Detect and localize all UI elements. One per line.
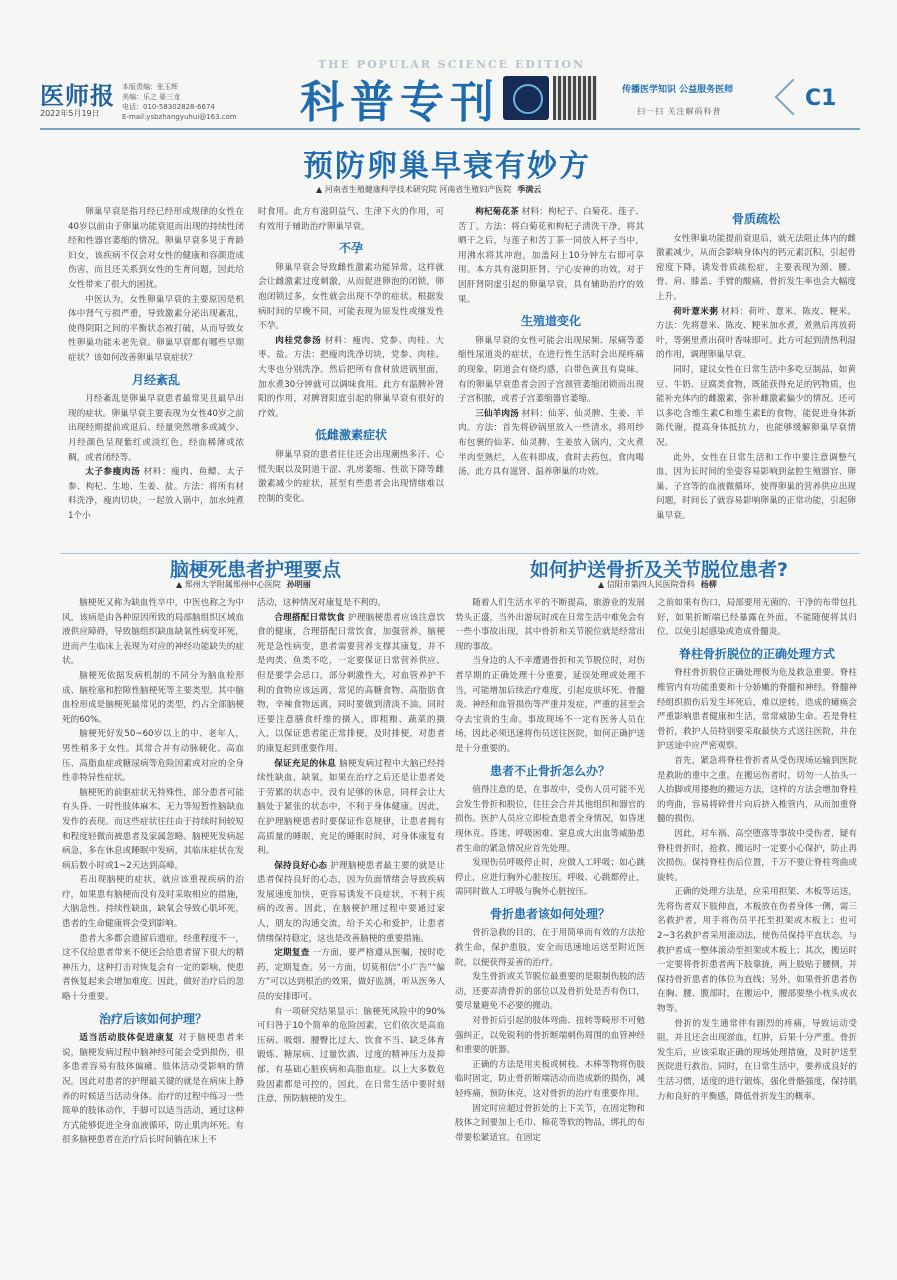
author-name: 季满云 [517,185,542,194]
article-byline [598,579,717,590]
section-heading: 骨质疏松 [731,212,780,226]
tip-name: 定期复查 [274,948,310,959]
section-heading: 骨折患者该如何处理？ [489,906,610,921]
paragraph: 脑梗死好发50~60岁以上的中、老年人，男性稍多于女性。其常合并有动脉硬化、高血压、高脂血症或糖尿病等危险因素或对应的全身性非特异性症状。 [62,729,244,784]
paragraph: 发生骨折或关节脱位最重要的是限制伤肢的活动，还要弄清骨折的部位以及骨折处是否有伤口，要尽量避免不必要的搬动。 [455,972,645,1012]
paragraph: 发现伤员呼吸停止时，应做人工呼吸；如心跳停止，应进行胸外心脏按压。呼吸、心跳都停止，需同时做人工呼吸与胸外心脏按压。 [455,858,645,898]
paragraph: 正确的处理方法是，应采用担架、木板等运送，先将伤者双下肢伸直，木板放在伤者身体一侧，需三名救护者，用手将伤员平托至担架或木板上；也可2~3名救护者采用滚动法，使伤员保持平直状态，与救护者成一整体滚动至担架或木板上；其次，搬运时一定要将骨折患者两下肢靠拢，两上肢贴于腰侧，并保持骨折患者的体位为直线；另外，如果骨折患者伤在胸、腰、腹部时，在搬运中，腰部要垫小枕头或衣物等。 [657,887,857,1015]
recipe-text: 材料：瘦肉、鱼鳔、太子参、枸杞、生地、生姜、盐。方法：将所有材料洗净，瘦肉切块，一起放入锅中，加水炖煮1个小 [68,467,244,521]
recipe-text: 材料：瘦肉、党参、肉桂、大枣、盐。方法：把瘦肉洗净切块，党参、肉桂、大枣也分别洗净。然后把所有食材放进锅里面，加水煮30分钟就可以调味食用。此方有温脾补肾阳的作用，对脾肾阳虚引起的卵巢早衰有很好的疗效。 [258,335,444,419]
section-heading: 治疗后该如何护理？ [98,1011,207,1026]
paragraph: 活动，这种情况对康复是不利的。 [257,598,386,608]
editor-info [122,82,237,122]
tip-text: 脑梗发病过程中大脑已经持续性缺血，缺氧，如果在治疗之后还是让患者处于劳累的状态中，没有足够的休息，同样会让大脑处于紧张的状态中，不利于身体健康。因此，在护理脑梗患者时要保证作息规律，让患者拥有高质量的睡眠，充足的睡眠时间，对身体康复有利。 [257,758,445,857]
tip-name: 合理搭配日常饮食 [274,612,345,623]
header-divider [40,128,860,130]
paragraph: 之前如果有伤口，局部要用无菌的、干净的布带包扎好，如果折断端已经暴露在外面，不能随便将其归位，以免引起感染或造成骨髓炎。 [657,598,857,638]
article-column [257,596,445,1276]
paragraph: 正确的方法是用夹板或树枝、木棒等物将伤肢临时固定，防止骨折断端活动而造成新的损伤，减轻疼痛，预防休克，这对骨折的治疗有重要作用。 [455,1059,645,1099]
tip-name: 适当活动肢体促进康复 [79,1033,175,1044]
paragraph: 女性卵巢功能提前衰退后，就无法阻止体内的雌激素减少，从而会影响身体内的钙元素沉积，引起骨密度下降，诱发骨质疏松症，主要表现为颈、腰、骨、肩、膝盖、手臂的酸痛，骨折发生率也会大幅度上升。 [656,233,856,302]
masthead [0,0,897,135]
recipe-text: 材料：仙茅、仙灵脾、生姜、羊肉。方法：首先将砂锅里放入一些清水，将用纱布包裹的仙茅、仙灵脾、生姜放入锅内，文火煮半肉至熟烂，入佐料即成，食时去药包，食肉喝汤。此方具有滋肾、温养卵巢的功效。 [458,408,644,478]
paragraph: 此外，女性在日常生活和工作中要注意调整气血，因为长时间的坐姿容易影响到盆腔生殖器官、卵巢、子宫等的血液微循环，使得卵巢的营养供应出现问题，时间长了就容易影响卵巢的正常功能，引起卵巢早衰。 [656,452,856,521]
tip-paragraph [257,757,445,859]
paragraph: 值得注意的是，在事故中，受伤人员可能不光会发生骨折和脱位，往往会合并其他组织和器官的损伤。医护人员应立即检查患者全身情况，如昏迷现休克、昏迷、呼吸困难、窒息或大出血等威胁患者生命的紧急情况应首先处理。 [455,785,645,854]
article-byline [316,184,541,195]
editor-line: E-mail:ysbzhangyuhui@163.com [122,113,237,121]
editor-line: 美编：乐之 晏三龙 [122,93,181,101]
section-heading: 患者不止骨折怎么办？ [489,763,610,778]
section-title: 科普专刊 [300,77,500,128]
paragraph: 骨折的发生通常伴有剧烈的疼痛，导致运动受阻，并且还会出现淤血，红肿，后果十分严重。骨折发生后，应该采取正确的现场处理措施，及时护送至医院进行救治。同时，在日常生活中，要养成良好的生活习惯，适度的进行锻炼，强化骨骼强度，保持肌力和良好的平衡感，降低骨折发生的概率。 [657,1018,857,1102]
recipe-name: 三仙羊肉汤 [475,408,519,419]
recipe-text: 材料：枸杞子、白菊花、莲子、苦丁。方法：将白菊花和枸杞子清洗干净，将其晒干之后，与莲子和苦丁茶一同放入杯子当中，用沸水将其冲泡，加盖闷上10分钟左右即可享用。本方具有滋阴肝肾、宁心安神的功效，对于因肝肾阴虚引起的卵巢早衰，具有辅助治疗的效果。 [458,207,644,305]
paragraph: 卵巢早衰是指月经已经形成规律的女性在40岁以前由于卵巢功能衰退而出现的持续性闭经和性器官萎缩的情况。卵巢早衰多见于育龄妇女，该疾病不仅会对女性的健康和容颜造成伤害，而且还关系到女性的生育问题，因此给女性带来了很大的困扰。 [68,207,244,290]
paragraph: 患者大多都会遗留后遗症，经重程度不一，这不仅给患者带来不便还会给患者留下很大的精神压力，这种打击对恢复会有一定的影响，使患者恢复起来会增加难度。因此，做好治疗后的忽略十分重要。 [62,933,244,1003]
recipe-paragraph [68,465,244,523]
paragraph: 卵巢早衰会导致雌性激素功能异常，这样就会让雌激素过度刺激，从而促进卵泡的闭锁，卵泡闭锁过多，女性就会出现不孕的症状。根据发病时间的早晚不同，可能表现为原发性或继发性不孕。 [258,262,444,332]
article-column [258,205,444,550]
edition-name: THE POPULAR SCIENCE EDITION [318,58,586,71]
section-heading: 脊柱骨折脱位的正确处理方式 [678,646,835,661]
qr-code-icon[interactable] [553,76,597,120]
recipe-name: 荷叶薏米粥 [673,306,719,317]
logo-badge-icon [503,76,549,120]
paragraph: 脑梗死依据发病机制的不同分为脑血栓形成、脑栓塞和腔隙性脑梗死等主要类型。其中脑血栓形成是脑梗死最常见的类型，约占全部脑梗死的60%。 [62,670,244,725]
paragraph: 骨折急救的目的，在于用简单而有效的方法抢救生命，保护患肢，安全而迅速地运送至附近医院，以便获得妥善的治疗。 [455,928,645,968]
recipe-paragraph [656,305,856,363]
paragraph: 首先，紧急将脊柱骨折者从受伤现场运输到医院是救助的重中之重。在搬运伤者时，切勿一人抬头一人抬脚或用搂抱的搬运方法，这样的方法会增加脊柱的弯曲，容易将碎骨片向后挤入椎管内，从而加重脊髓的损伤。 [657,755,857,825]
tip-text: 护理脑梗患者应该注意饮食的健康，合理搭配日常饮食，加强营养，脑梗死是急性病变，患者需要营养支撑其康复，并不是肉类、鱼类不吃，一定要保证日常营养供应。但是要学会忌口，部分刺激性大，对血管养护不利的食物应该远离，常见的高糖食物、高脂肪食物，辛辣食物远离，同时要做到清淡不油。同时还要注意膳食纤维的摄入，即粗粮、蔬菜的摄入，以保证患者能正常排便，及时排便，对患者的康复起到重要作用。 [257,612,445,754]
section-heading: 不孕 [338,241,363,256]
paragraph: 卵巢早衰的女性可能会出现尿频、尿痛等萎缩性尿道炎的症状，在进行性生活时会出现疼痛的现象，阴道会有烧灼感，白带色黄且有臭味。有的卵巢早衰患者会因子宫颈管萎缩闭锁而出现子宫积脓，或者子宫萎缩器官萎缩。 [458,335,644,405]
article-title: 脑梗死患者护理要点 [170,559,342,581]
section-heading: 生殖道变化 [520,314,581,329]
recipe-paragraph [458,407,644,480]
article-column [455,596,645,1276]
paragraph: 固定时应超过骨折处的上下关节，在固定物和肢体之间要加上毛巾、棉花等软的物品，绑扎的布带要松紧适宜。在固定 [455,1103,645,1143]
recipe-paragraph [458,205,644,307]
editor-line: 本版责编：张玉辉 [122,83,178,91]
tip-text: 护理脑梗患者最主要的就是让患者保持良好的心态，因为负面情绪会导致疾病发展速度加快，更容易诱发不良症状，不利于疾病的改善。因此，在脑梗护理过程中要通过家人，朋友的沟通交流，给予关心和爱护，让患者情绪保持稳定，这也是改善脑梗的重要措施。 [257,860,445,944]
editor-line: 电话：010-58302828-6674 [122,103,215,111]
author-org: ▲ 河南省生殖健康科学技术研究院 河南省生殖妇产医院 [316,185,512,194]
article-column [657,596,857,1276]
issue-date: 2022年5月19日 [40,109,100,118]
paragraph: 脊柱骨折脱位正确处理极为危及救急重要。脊柱椎管内有功能重要和十分娇嫩的脊髓和神经。脊髓神经组织损伤后发生坏死后，难以逆转。造成的瘫痪会严重影响患者健康和生活，常常威胁生命。若是脊柱骨折，救护人员特别要采取最快方式送往医院，并在护送途中应严密观察。 [657,668,857,752]
article-byline [176,579,311,590]
section-heading: 月经紊乱 [131,372,180,387]
paragraph: 若出现脑梗的症状，就应该重视疾病的治疗，如果患有脑梗而没有及时采取相应的措施，大脑急性、持续性缺血，缺氧会导致心肌坏死，患者的生命健康将会受到影响。 [62,875,244,930]
tip-name: 保证充足的休息 [274,758,337,769]
recipe-name: 枸杞菊花茶 [475,207,519,217]
paragraph: 脑梗死又称为缺血性卒中，中医也称之为中风，该病是由各种原因所致的局部脑组织区域血液供应障碍，导致脑组织缺血缺氧性病变坏死，进而产生临床上表现为对应的神经功能缺失的症状。 [62,598,244,667]
paragraph: 月经紊乱是卵巢早衰患者最常见且最早出现的症状。卵巢早衰主要表现为女性40岁之前出现经期提前或退后、经量突然增多或减少、月经颜色呈现紫红或淡红色，经血稀薄或浓稠，或者闭经等。 [68,394,244,463]
tip-paragraph [257,946,445,1004]
paragraph: 时食用。此方有滋阴益气、生津下火的作用，可有效用于辅助治疗卵巢早衰。 [258,207,444,232]
author-name: 孙明丽 [286,580,311,589]
author-name: 杨柳 [700,580,717,589]
paragraph: 同时，建议女性在日常生活中多吃豆制品，如黄豆、牛奶、豆腐类食物，既能获得充足的钙物质，也能补充体内的雌激素，弥补雌激素偏少的情况。还可以多吃含维生素C和维生素E的食物，能促进身体新陈代谢，提高身体抵抗力，也能够缓解卵巢早衰情况。 [656,364,856,448]
tip-text: 一方面，要严格遵从医嘱，按时吃药，定期复查。另一方面，切莫相信“小广告”“偏方”可以达到根治的效果，做好监测，听从医务人员的安排即可。 [257,948,445,1003]
recipe-paragraph [258,334,444,422]
article-title: 如何护送骨折及关节脱位患者? [530,559,789,581]
article-column [458,205,644,550]
paragraph: 因此，对车祸、高空堕落等事故中受伤者，疑有脊柱骨折时，抢救、搬运时一定要小心保护，防止再次损伤。保持脊柱伤后位置，千万不要让脊柱弯曲或旋转。 [657,828,857,883]
tip-paragraph [62,1031,244,1148]
recipe-name: 太子参瘦肉汤 [85,467,141,478]
article-column [62,596,244,1276]
paragraph: 对骨折后引起的肢体弯曲、扭转等畸形不可勉强纠正，以免锐利的骨折断端刺伤周围的血管神经和重要的脏器。 [455,1016,645,1056]
article-column [656,205,856,550]
recipe-text: 材料：荷叶、薏米、陈皮、粳米。方法：先将薏米、陈皮、粳米加水煮，煮熟后再放荷叶，等粥里煮出荷叶香味即可。此方可起到清热利湿的作用，调理卵巢早衰。 [656,306,856,361]
tip-text: 对于脑梗患者来说，脑梗发病过程中脑神经可能会受到损伤，很多患者容易有肢体偏瘫、肢体活动受影响的情况。因此对患者的护理最关键的就是在病床上静养的时候适当活动身体。治疗的过程中练习一些简单的肢体动作，手脚可以适当活动，通过这种方式能够促进全身血液循环，防止肌肉坏死。有很多脑梗患者在治疗后长时间躺在床上不 [62,1033,244,1146]
scan-hint: 扫一扫 关注解码科普 [637,107,722,116]
article-column [68,205,244,550]
newspaper-logo: 医师报 [40,81,115,110]
author-org: ▲ 郑州大学附属郑州中心医院 [176,580,281,589]
paragraph: 脑梗死的前驱症状无特殊性，部分患者可能有头昏、一时性肢体麻木、无力等短暂性脑缺血发作的表现。而这些症状往往由于持续时间较短和程度轻微而被患者及家属忽略。脑梗死发病起病急，多在休息或睡眠中发病，其临床症状在发病后数小时或1~2天达到高峰。 [62,787,244,871]
tip-paragraph [257,859,445,947]
article-divider [60,553,860,554]
section-heading: 低雌激素症状 [314,428,387,443]
tip-paragraph [257,611,445,757]
slogan: 传播医学知识 公益服务医师 [622,85,734,95]
author-org: ▲ 信阳市第四人民医院骨科 [598,580,695,589]
paragraph: 随着人们生活水平的不断提高，旅游业的发展势头正盛，当外出游玩时或在日常生活中难免会有一些小事故出现，其中骨折和关节脱位就是经常出现的事故。 [455,598,645,652]
paragraph: 有一项研究结果显示：脑梗死风险中的90%可归咎于10个简单的危险因素，它们依次是高血压病、吸烟、腰臀比过大、饮食不当、缺乏体育锻炼、糖尿病、过量饮酒、过度的精神压力及抑郁、有基础心脏疾病和高脂血症。以上大多数危险因素都是可控的，因此，在日常生活中要时刻注意，预防脑梗的发生。 [257,1006,445,1105]
page-number: C1 [805,86,837,111]
tip-name: 保持良好心态 [274,860,328,871]
paragraph: 当身边的人不幸遭遇骨折和关节脱位时，对伤者早期的正确处理十分重要，延误处理或处理不当，可能增加后续治疗难度，引起皮肤坏死、骨髓炎、神经和血管损伤等严重并发症，严重的甚至会夺去宝贵的生命。事故现场不一定有医务人员在场，因此必须迅速将伤员送往医院，如何正确护送是十分重要的。 [455,656,645,754]
paragraph: 卵巢早衰的患者往往还会出现潮热多汗、心慌失眠以及阴道干涩、乳房萎缩、性欲下降等雌激素减少的症状，甚至有些患者会出现情绪难以控制的变化。 [258,449,444,504]
recipe-name: 肉桂党参汤 [275,335,322,346]
paragraph: 中医认为，女性卵巢早衰的主要原因是机体中肾气亏损严重，导致激素分泌出现紊乱，使得阴阳之间的平衡状态被打破，从而导致女性卵巢功能未老先衰。卵巢早衰都有哪些早期症状？该如何改善卵巢早衰症状？ [68,294,244,363]
article-title: 预防卵巢早衰有妙方 [303,149,591,184]
